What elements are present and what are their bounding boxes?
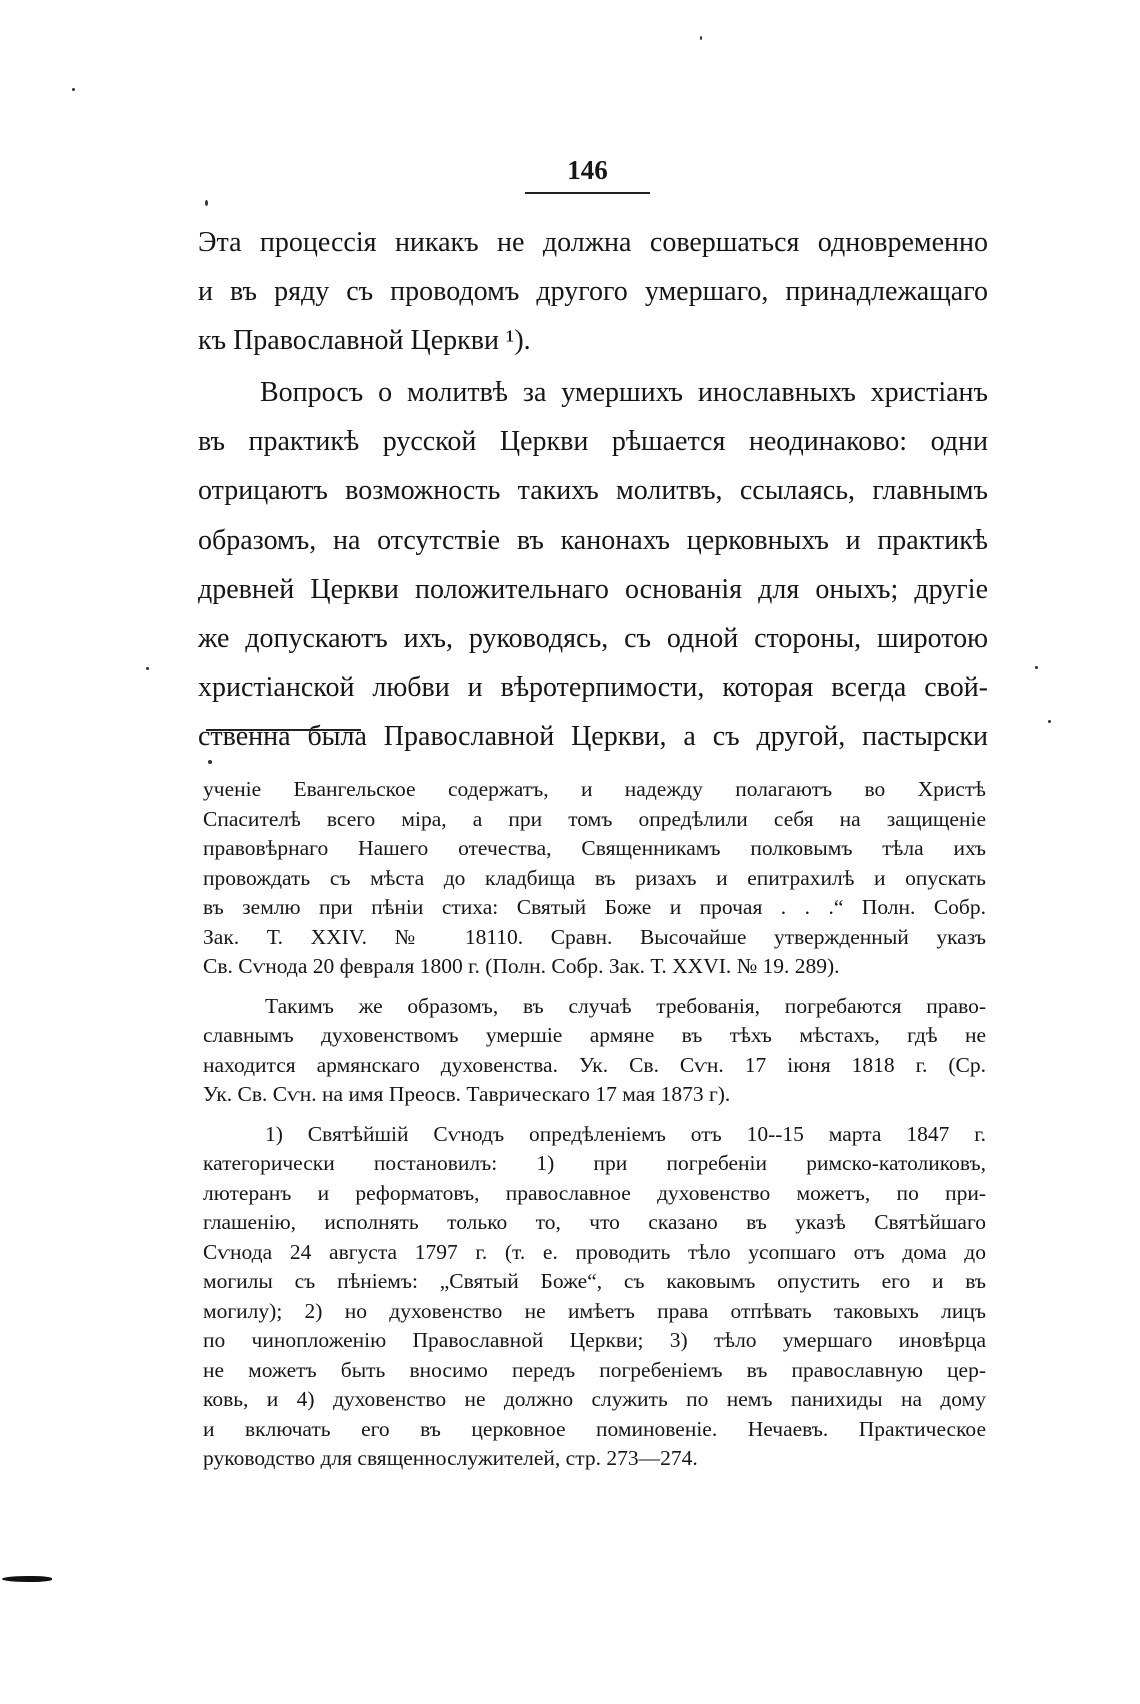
footnote-line: и включать его въ церковное поминовеніе. Нечаевъ. Практическое xyxy=(203,1416,986,1441)
footnote-line: глашенію, исполнять только то, что сказано въ указѣ Святѣйшаго xyxy=(203,1210,986,1234)
page-number-rule xyxy=(525,192,650,194)
main-text xyxy=(198,218,988,761)
text-line: въ практикѣ русской Церкви рѣшается неодинаково: одни xyxy=(198,426,988,458)
footnote-line: 1) Святѣйшій Сѵнодъ опредѣленіемъ отъ 10--15 марта 1847 г. xyxy=(265,1121,986,1146)
footnote-separator xyxy=(206,729,361,731)
scan-speck xyxy=(1048,720,1051,723)
scan-speck xyxy=(72,88,75,91)
scan-speck xyxy=(1035,666,1038,669)
footnote-line: Сѵнода 24 августа 1797 г. (т. е. проводить тѣло усопшаго отъ дома до xyxy=(203,1239,986,1264)
text-line: Эта процессія никакъ не должна совершаться одновременно xyxy=(198,227,988,258)
text-line: и въ ряду съ проводомъ другого умершаго, принадлежащаго xyxy=(198,276,988,308)
footnote-line: не можетъ быть вносимо передъ погребеніемъ въ православную цер- xyxy=(203,1357,986,1382)
text-line: отрицаютъ возможность такихъ молитвъ, ссылаясь, главнымъ xyxy=(198,475,988,507)
text-line: древней Церкви положительнаго основанія для оныхъ; другіе xyxy=(198,573,988,605)
footnote-line: лютеранъ и реформатовъ, православное духовенство можетъ, по при- xyxy=(203,1180,986,1205)
text-line: ственна была Православной Церкви, а съ другой, пастырски xyxy=(198,720,988,752)
paragraph-2 xyxy=(198,368,988,761)
footnote-line: могилы съ пѣніемъ: „Святый Боже“, съ каковымъ опустить его и въ xyxy=(203,1269,986,1293)
footnote-line: категорически постановилъ: 1) при погребеніи римско-католиковъ, xyxy=(203,1151,986,1175)
scan-speck xyxy=(700,36,702,40)
footnote-line: ковь, и 4) духовенство не должно служить по немъ панихиды на дому xyxy=(203,1387,986,1411)
page-number: 146 xyxy=(567,155,608,185)
footnote-1 xyxy=(203,1120,986,1474)
footnote-line: Св. Сѵнода 20 февраля 1800 г. (Полн. Собр. Зак. Т. XXVI. № 19. 289). xyxy=(203,954,840,978)
footnotes xyxy=(203,775,986,1474)
text-line: къ Православной Церкви ¹). xyxy=(198,325,531,357)
footnote-line: ученіе Евангельское содержатъ, и надежду полагаютъ во Христѣ xyxy=(203,777,986,801)
footnote-line: провождать съ мѣста до кладбища въ ризахъ и епитрахилѣ и опускать xyxy=(203,865,986,890)
scan-speck xyxy=(208,760,212,764)
footnote-line: славнымъ духовенствомъ умершіе армяне въ тѣхъ мѣстахъ, гдѣ не xyxy=(203,1023,986,1047)
text-line: же допускаютъ ихъ, руководясь, съ одной стороны, широтою xyxy=(198,622,988,654)
paragraph-1 xyxy=(198,218,988,365)
footnote-line: Такимъ же образомъ, въ случаѣ требованія, погребаются право- xyxy=(265,993,986,1018)
footnote-continuation xyxy=(203,775,986,982)
footnote-line: Спасителѣ всего міра, а при томъ опредѣлили себя на защищеніе xyxy=(203,806,986,831)
footnote-line: правовѣрнаго Нашего отечества, Священникамъ полковымъ тѣла ихъ xyxy=(203,836,986,860)
footnote-line: находится армянскаго духовенства. Ук. Св. Сѵн. 17 іюня 1818 г. (Ср. xyxy=(203,1052,986,1077)
text-line: образомъ, на отсутствіе въ канонахъ церковныхъ и практикѣ xyxy=(198,524,988,556)
footnote-line: по чинопложенію Православной Церкви; 3) тѣло умершаго иновѣрца xyxy=(203,1328,986,1352)
scan-edge-mark xyxy=(2,1576,52,1582)
scan-speck xyxy=(205,200,208,206)
footnote-line: могилу); 2) но духовенство не имѣетъ права отпѣвать таковыхъ лицъ xyxy=(203,1298,986,1323)
footnote-line: въ землю при пѣніи стиха: Святый Боже и прочая . . .“ Полн. Собр. xyxy=(203,895,986,919)
footnote-line: руководство для священнослужителей, стр. 273—274. xyxy=(203,1446,698,1470)
footnote-line: Ук. Св. Сѵн. на имя Преосв. Таврическаго 17 мая 1873 г). xyxy=(203,1082,731,1106)
scan-speck xyxy=(146,667,149,670)
text-line: Вопросъ о молитвѣ за умершихъ инославныхъ христіанъ xyxy=(260,377,988,409)
footnote-armenians xyxy=(203,992,986,1110)
footnote-line: Зак. Т. XXIV. № 18110. Сравн. Высочайше утвержденный указъ xyxy=(203,924,986,949)
text-line: христіанской любви и вѣротерпимости, которая всегда свой- xyxy=(198,671,988,703)
